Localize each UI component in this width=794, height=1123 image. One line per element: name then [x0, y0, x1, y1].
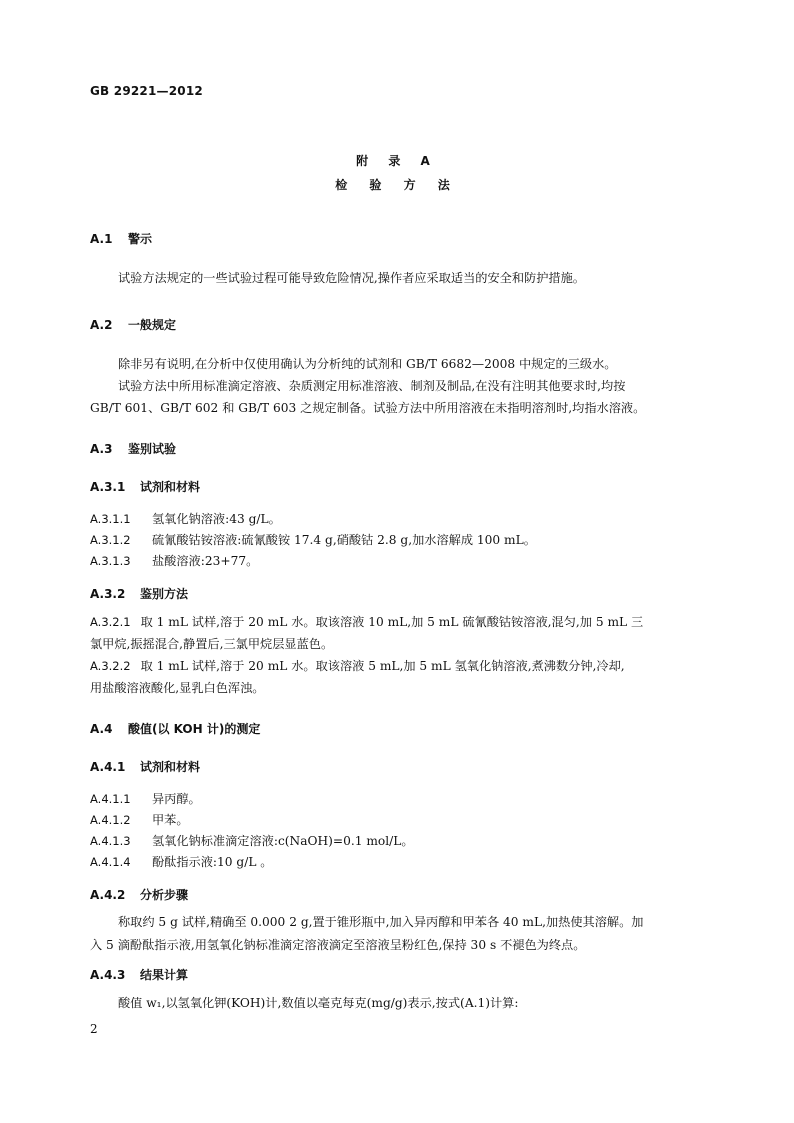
paragraph: 氯甲烷,振摇混合,静置后,三氯甲烷层显蓝色。: [90, 637, 334, 651]
list-item: [90, 811, 189, 828]
heading-number: A.4.3: [90, 968, 126, 982]
heading-title: 分析步骤: [140, 888, 189, 902]
annex-title: 检 验 方 法: [335, 178, 459, 192]
annex-label: 附 录 A: [356, 154, 438, 168]
heading-title: 结果计算: [140, 968, 189, 982]
heading-number: A.1: [90, 232, 113, 246]
heading-number: A.3: [90, 442, 113, 456]
item-text: 甲苯。: [152, 813, 189, 827]
list-item: [90, 531, 536, 548]
paragraph-text: 取 1 mL 试样,溶于 20 mL 水。取该溶液 5 mL,加 5 mL 氢氧化钠溶液,煮沸数分钟,冷却,: [140, 659, 625, 673]
heading-title: 酸值(以 KOH 计)的测定: [128, 722, 261, 736]
heading-number: A.2: [90, 318, 113, 332]
item-text: 酚酞指示液:10 g/L 。: [152, 855, 273, 869]
item-number: A.3.1.1: [90, 512, 131, 526]
heading-a3-2: [90, 585, 188, 602]
item-number: A.4.1.4: [90, 855, 131, 869]
heading-title: 一般规定: [128, 318, 177, 332]
heading-title: 试剂和材料: [140, 760, 201, 774]
list-item: [90, 832, 414, 849]
paragraph: 用盐酸溶液酸化,显乳白色浑浊。: [90, 681, 265, 695]
heading-a4: [90, 720, 260, 737]
item-text: 氢氧化钠标准滴定溶液:c(NaOH)=0.1 mol/L。: [152, 834, 414, 848]
heading-title: 鉴别方法: [140, 587, 189, 601]
paragraph-text: 取 1 mL 试样,溶于 20 mL 水。取该溶液 10 mL,加 5 mL 硫氰酸钴铵溶液,混匀,加 5 mL 三: [140, 615, 644, 629]
paragraph: 试验方法规定的一些试验过程可能导致危险情况,操作者应采取适当的安全和防护措施。: [118, 271, 585, 285]
heading-title: 试剂和材料: [140, 480, 201, 494]
heading-number: A.3.1: [90, 480, 126, 494]
page-number: 2: [90, 1022, 98, 1036]
paragraph: [90, 654, 706, 678]
heading-a4-3: [90, 966, 188, 983]
heading-number: A.4: [90, 722, 113, 736]
heading-a4-2: [90, 886, 188, 903]
paragraph: 称取约 5 g 试样,精确至 0.000 2 g,置于锥形瓶中,加入异丙醇和甲苯各 40 mL,加热使其溶解。加: [118, 915, 644, 929]
item-number: A.3.1.3: [90, 554, 131, 568]
paragraph: GB/T 601、GB/T 602 和 GB/T 603 之规定制备。试验方法中所用溶液在未指明溶剂时,均指水溶液。: [90, 401, 646, 415]
item-text: 盐酸溶液:23+77。: [152, 554, 259, 568]
item-number: A.3.1.2: [90, 533, 131, 547]
list-item: [90, 510, 281, 527]
paragraph: [90, 610, 706, 634]
item-number: A.4.1.3: [90, 834, 131, 848]
item-number: A.4.1.1: [90, 792, 131, 806]
list-item: [90, 853, 273, 870]
item-number: A.4.1.2: [90, 813, 131, 827]
heading-a3-1: [90, 478, 200, 495]
list-item: [90, 790, 201, 807]
paragraph: 除非另有说明,在分析中仅使用确认为分析纯的试剂和 GB/T 6682—2008 中规定的三级水。: [118, 357, 617, 371]
heading-title: 鉴别试验: [128, 442, 177, 456]
paragraph: 酸值 w₁,以氢氧化钾(KOH)计,数值以毫克每克(mg/g)表示,按式(A.1)计算:: [118, 996, 519, 1010]
item-text: 异丙醇。: [152, 792, 201, 806]
standard-code: GB 29221—2012: [90, 84, 203, 98]
heading-a1: [90, 230, 152, 247]
item-number: A.3.2.2: [90, 659, 131, 673]
paragraph: 试验方法中所用标准滴定溶液、杂质测定用标准溶液、制剂及制品,在没有注明其他要求时,均按: [118, 379, 626, 393]
heading-a2: [90, 316, 176, 333]
item-text: 硫氰酸钴铵溶液:硫氰酸铵 17.4 g,硝酸钴 2.8 g,加水溶解成 100 mL。: [152, 533, 536, 547]
heading-number: A.3.2: [90, 587, 126, 601]
heading-title: 警示: [128, 232, 153, 246]
item-text: 氢氧化钠溶液:43 g/L。: [152, 512, 281, 526]
heading-number: A.4.2: [90, 888, 126, 902]
list-item: [90, 552, 258, 569]
item-number: A.3.2.1: [90, 615, 131, 629]
heading-number: A.4.1: [90, 760, 126, 774]
heading-a4-1: [90, 758, 200, 775]
paragraph: 入 5 滴酚酞指示液,用氢氧化钠标准滴定溶液滴定至溶液呈粉红色,保持 30 s 不褪色为终点。: [90, 938, 586, 952]
heading-a3: [90, 440, 176, 457]
